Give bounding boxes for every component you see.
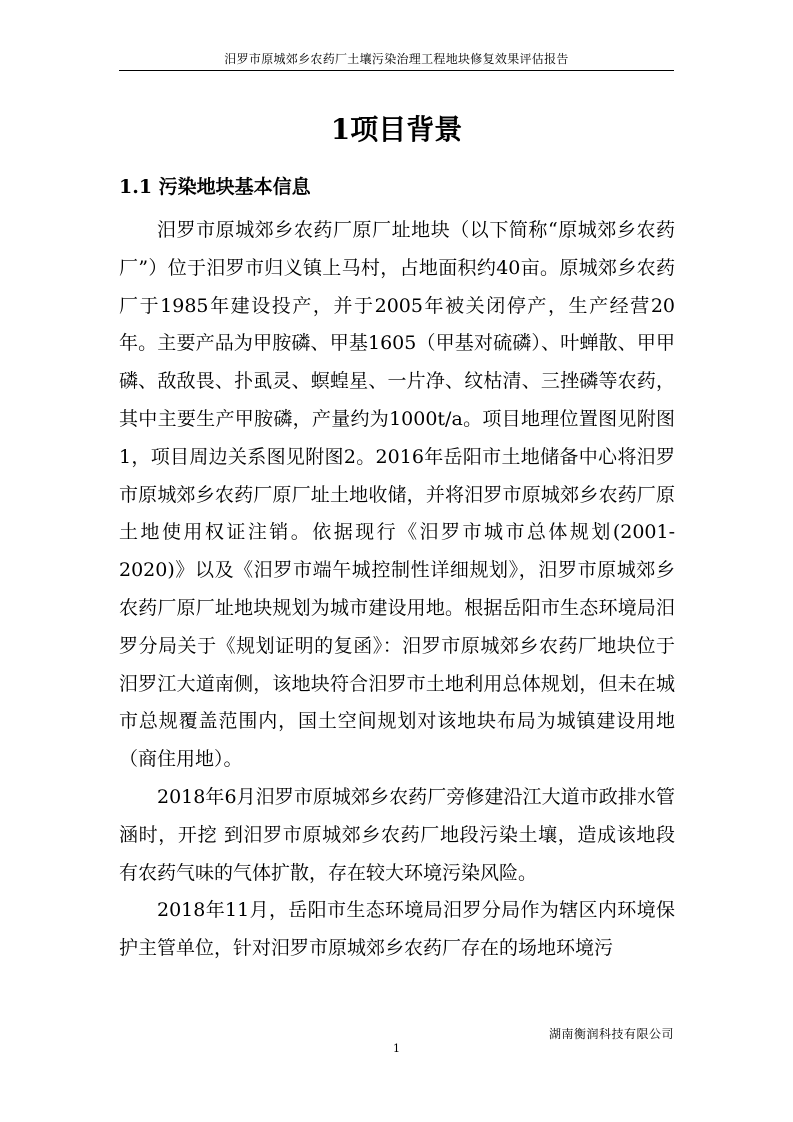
- running-header: 汨罗市原城郊乡农药厂土壤污染治理工程地块修复效果评估报告: [224, 52, 569, 66]
- body-text: [119, 212, 675, 968]
- paragraph: 2018年6月汨罗市原城郊乡农药厂旁修建沿江大道市政排水管涵时，开挖 到汨罗市原城郊乡农药厂地段污染土壤，造成该地段有农药气味的气体扩散，存在较大环境污染风险。: [119, 785, 675, 884]
- section-heading: 1.1 污染地块基本信息: [119, 176, 311, 198]
- paragraph: 汨罗市原城郊乡农药厂原厂址地块（以下简称“原城郊乡农药厂”）位于汨罗市归义镇上马村，占地面积约40亩。原城郊乡农药厂于1985年建设投产，并于2005年被关闭停产，生产经营20年。主要产品为甲胺磷、甲基1605（甲基对硫磷）、叶蝉散、甲甲磷、敌敌畏、扑虱灵、螟蝗星、一片净、纹枯清、三挫磷等农药，其中主要生产甲胺磷，产量约为1000t/a。项目地理位置图见附图1，项目周边关系图见附图2。2016年岳阳市土地储备中心将汨罗市原城郊乡农药厂原厂址土地收储，并将汨罗市原城郊乡农药厂原土地使用权证注销。依据现行《汨罗市城市总体规划(2001-2020)》以及《汨罗市端午城控制性详细规划》，汨罗市原城郊乡农药厂原厂址地块规划为城市建设用地。根据岳阳市生态环境局汨罗分局关于《规划证明的复函》：汨罗市原城郊乡农药厂地块位于汨罗江大道南侧，该地块符合汨罗市土地利用总体规划，但未在城市总规覆盖范围内，国土空间规划对该地块布局为城镇建设用地（商住用地）。: [119, 219, 675, 771]
- page-number: 1: [393, 1042, 400, 1055]
- paragraph: 2018年11月，岳阳市生态环境局汨罗分局作为辖区内环境保护主管单位，针对汨罗市原城郊乡农药厂存在的场地环境污: [119, 899, 675, 960]
- header-rule: [119, 70, 674, 71]
- chapter-title: 1项目背景: [330, 113, 463, 146]
- footer-company: 湖南衡润科技有限公司: [548, 1027, 674, 1041]
